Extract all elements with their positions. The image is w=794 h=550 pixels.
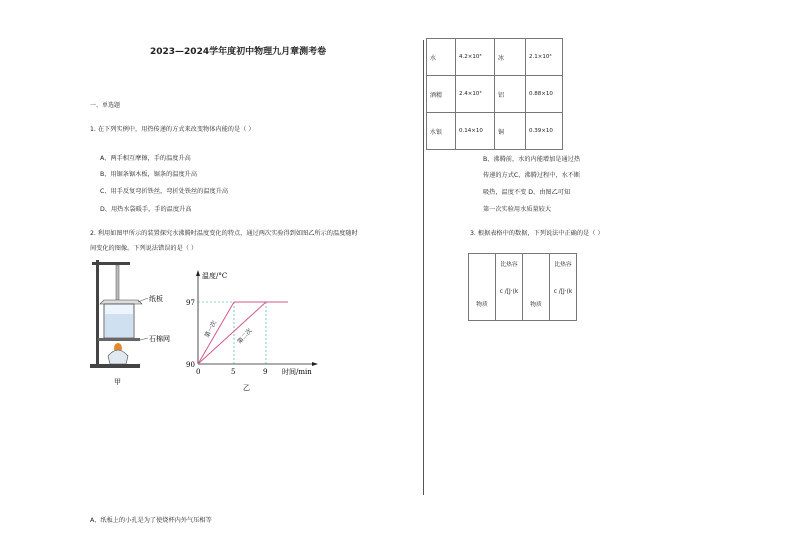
table-row xyxy=(427,113,563,150)
cell-value: 0.14×10 xyxy=(456,113,495,150)
x-axis-label: 时间/min xyxy=(282,368,312,376)
question-3-table xyxy=(468,253,577,321)
cell-substance: 铜 xyxy=(495,113,526,150)
cell-substance: 酒精 xyxy=(427,76,456,113)
page-title: 2023—2024学年度初中物理九月章测考卷 xyxy=(150,47,327,57)
question-2-option-b-line2[interactable]: 传递的方式C、沸腾过程中，水不断 xyxy=(483,172,581,179)
question-2-option-c-line[interactable]: 吸热，温度不变 D、由图乙可知 xyxy=(483,189,571,196)
question-2-option-a[interactable]: A、纸板上的小孔是为了使烧杯内外气压相等 xyxy=(90,517,212,524)
figure-apparatus xyxy=(86,256,192,388)
question-2-stem-line1: 2. 利用如图甲所示的装置探究水沸腾时温度变化的特点，通过两次实验得到如图乙所示的温度随时 xyxy=(90,230,358,237)
label-second: 第二次 xyxy=(236,327,254,346)
label-mesh: 石棉网 xyxy=(149,335,170,343)
water xyxy=(105,314,133,337)
specific-heat-table xyxy=(426,38,563,150)
asbestos-mesh xyxy=(98,338,140,341)
header-substance: 物质 xyxy=(469,254,496,321)
tick-90: 90 xyxy=(186,361,195,369)
alcohol-burner xyxy=(108,350,128,364)
table-row xyxy=(427,76,563,113)
cell-substance: 水银 xyxy=(427,113,456,150)
cell-value: 2.4×10³ xyxy=(456,76,495,113)
question-1-option-c[interactable]: C、用手反复弯折铁丝，弯折处铁丝的温度升高 xyxy=(100,188,229,195)
table-row xyxy=(469,254,577,321)
cell-value: 0.88×10 xyxy=(526,76,563,113)
header-heat-capacity: 比热容 c /[J·(k xyxy=(496,254,523,321)
cell-value: 4.2×10³ xyxy=(456,39,495,76)
tick-9: 9 xyxy=(263,368,268,376)
curve-first xyxy=(198,302,234,364)
cell-substance: 水 xyxy=(427,39,456,76)
tick-97: 97 xyxy=(186,299,195,307)
cell-value: 2.1×10³ xyxy=(526,39,563,76)
stand-pole xyxy=(96,260,99,366)
section-heading: 一、单选题 xyxy=(90,102,121,109)
caption-yi: 乙 xyxy=(243,384,250,392)
column-divider xyxy=(423,40,424,495)
cell-substance: 冰 xyxy=(495,39,526,76)
cell-substance: 铝 xyxy=(495,76,526,113)
clamp-arm xyxy=(92,262,130,265)
cardboard-lid xyxy=(100,300,142,304)
y-axis-label: 温度/°C xyxy=(202,272,228,280)
question-2-option-d-line[interactable]: 第一次实验用水质量较大 xyxy=(483,206,552,213)
question-1-option-d[interactable]: D、用热水袋暖手，手的温度升高 xyxy=(100,206,192,213)
cell-value: 0.39×10 xyxy=(526,113,563,150)
question-1-option-a[interactable]: A、两手相互摩擦，手的温度升高 xyxy=(100,155,191,162)
question-1-stem: 1. 在下列实例中，用热传递的方式来改变物体内能的是（ ） xyxy=(90,126,255,133)
stand-base xyxy=(90,364,140,368)
header-heat-capacity: 比热容 c /[J·(k xyxy=(550,254,577,321)
header-substance: 物质 xyxy=(523,254,550,321)
tick-5: 5 xyxy=(231,368,236,376)
figure-temperature-graph xyxy=(186,268,326,392)
label-cardboard: 纸板 xyxy=(149,295,163,303)
question-3-stem: 3. 根据表格中的数据，下列说法中正确的是（ ） xyxy=(470,230,604,237)
label-first: 第一次 xyxy=(203,319,219,339)
question-2-option-b-line1[interactable]: B、沸腾前，水的内能增加是通过热 xyxy=(483,156,581,163)
tick-0: 0 xyxy=(196,368,201,376)
question-1-option-b[interactable]: B、用锯条锯木板，锯条的温度升高 xyxy=(100,171,198,178)
caption-jia: 甲 xyxy=(114,378,121,386)
question-2-stem-line2: 间变化的图像。下列说法错误的是（ ） xyxy=(90,245,198,252)
table-row xyxy=(427,39,563,76)
